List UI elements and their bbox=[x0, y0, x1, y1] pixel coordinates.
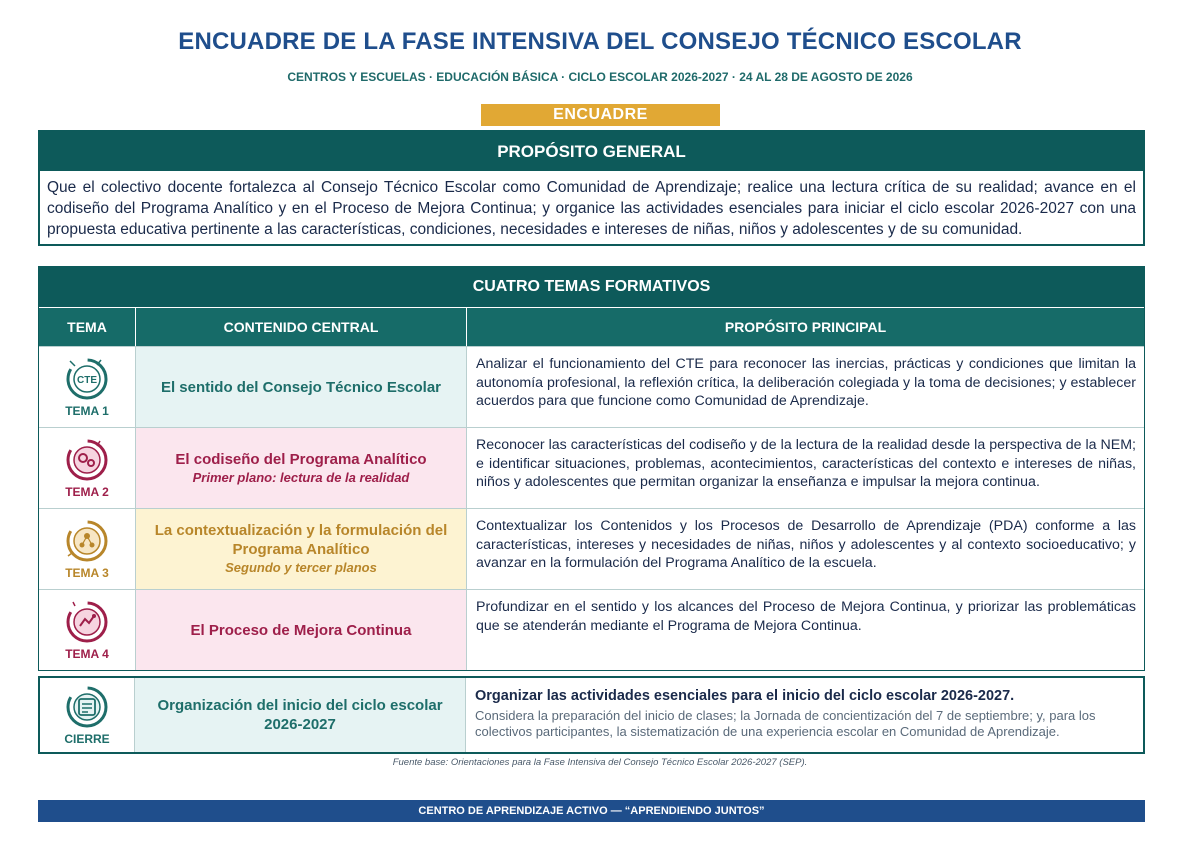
tema-4-content-cell bbox=[136, 590, 467, 670]
svg-text:CTE: CTE bbox=[77, 375, 97, 386]
tema-3-subcontent: Segundo y tercer planos bbox=[225, 560, 377, 575]
cierre-content: Organización del inicio del ciclo escolar 2026-2027 bbox=[157, 697, 443, 733]
proposito-general-panel bbox=[38, 130, 1145, 246]
tema-3-content-cell bbox=[136, 509, 467, 589]
cierre-label: CIERRE bbox=[64, 732, 110, 746]
tema-2-content-cell bbox=[136, 428, 467, 508]
planning-board-icon bbox=[64, 684, 110, 730]
tema-4-purpose: Profundizar en el sentido y los alcances del Proceso de Mejora Continua, y priorizar las problemáticas que se atenderán mediante el Programa de Mejora Continua. bbox=[476, 599, 1136, 634]
proposito-text: Que el colectivo docente fortalezca al Consejo Técnico Escolar como Comunidad de Aprendizaje; realice una lectura crítica de su realidad; avance en el codiseño del Programa Analítico y en el Proceso de Mejora Continua; y organice las actividades esenciales para iniciar el ciclo escolar 2026-2027 con una propuesta educativa pertinente a las características, condiciones, necesidades e intereses de niñas, niños y adolescentes y de su comunidad. bbox=[47, 179, 1136, 238]
temas-table bbox=[38, 266, 1145, 671]
page-subtitle: CENTROS Y ESCUELAS · EDUCACIÓN BÁSICA · CICLO ESCOLAR 2026-2027 · 24 AL 28 DE AGOSTO DE 2026 bbox=[287, 70, 913, 84]
table-row-tema-1 bbox=[39, 346, 1144, 427]
table-header-row bbox=[39, 308, 1144, 346]
tema-2-content: El codiseño del Programa Analítico bbox=[175, 450, 427, 468]
tema-3-label: TEMA 3 bbox=[65, 566, 109, 580]
tema-1-icon-cell bbox=[39, 347, 136, 427]
column-header-proposito: PROPÓSITO PRINCIPAL bbox=[724, 319, 887, 335]
tema-2-subcontent: Primer plano: lectura de la realidad bbox=[192, 469, 410, 485]
tema-4-label: TEMA 4 bbox=[65, 647, 109, 661]
column-header-tema: TEMA bbox=[39, 308, 136, 346]
cierre-purpose-light: Considera la preparación del inicio de clases; la Jornada de concientización del 7 de septiembre; y, para los colectivos participantes, la sistematización de una experiencia escolar en Comunidad de Aprendizaje. bbox=[475, 708, 1096, 739]
network-icon bbox=[64, 518, 110, 564]
tema-2-label: TEMA 2 bbox=[65, 485, 109, 499]
tema-3-content: La contextualización y la formulación del Programa Analítico bbox=[154, 522, 448, 558]
tema-1-purpose: Analizar el funcionamiento del CTE para reconocer las inercias, prácticas y condiciones que limitan la autonomía profesional, la reflexión crítica, la deliberación colegiada y la toma de decisiones; y establecer acuerdos para que funcione como Comunidad de Aprendizaje. bbox=[476, 356, 1136, 409]
gears-icon bbox=[64, 437, 110, 483]
table-row-tema-3 bbox=[39, 508, 1144, 589]
cierre-panel bbox=[38, 676, 1145, 754]
cierre-purpose-strong: Organizar las actividades esenciales para el inicio del ciclo escolar 2026-2027. bbox=[475, 688, 1015, 704]
column-header-contenido: CONTENIDO CENTRAL bbox=[136, 308, 467, 346]
tema-2-icon-cell bbox=[39, 428, 136, 508]
encuadre-tag: ENCUADRE bbox=[481, 104, 720, 126]
cte-badge-icon bbox=[64, 356, 110, 402]
footer-banner: CENTRO DE APRENDIZAJE ACTIVO — “APRENDIENDO JUNTOS” bbox=[38, 800, 1145, 822]
tema-1-content-cell bbox=[136, 347, 467, 427]
temas-heading: CUATRO TEMAS FORMATIVOS bbox=[39, 267, 1144, 308]
tema-3-icon-cell bbox=[39, 509, 136, 589]
tema-1-content: El sentido del Consejo Técnico Escolar bbox=[160, 378, 442, 396]
tema-4-icon-cell bbox=[39, 590, 136, 670]
tema-2-purpose: Reconocer las características del codiseño y de la lectura de la realidad desde la perspectiva de la NEM; e identificar situaciones, problemas, acontecimientos, características del contexto e intereses de niñas, niños y adolescentes que permitan organizar la enseñanza e impulsar la mejora continua. bbox=[476, 437, 1136, 490]
cierre-icon-cell bbox=[40, 678, 135, 752]
tema-4-content: El Proceso de Mejora Continua bbox=[190, 621, 412, 639]
tema-1-label: TEMA 1 bbox=[65, 404, 109, 418]
source-note: Fuente base: Orientaciones para la Fase Intensiva del Consejo Técnico Escolar 2026-2027 (SEP). bbox=[392, 757, 808, 768]
cierre-purpose-cell bbox=[466, 678, 1143, 752]
cierre-content-cell bbox=[135, 678, 466, 752]
proposito-heading: PROPÓSITO GENERAL bbox=[40, 132, 1143, 171]
improvement-cycle-icon bbox=[64, 599, 110, 645]
tema-3-purpose: Contextualizar los Contenidos y los Procesos de Desarrollo de Aprendizaje (PDA) conforme a las características, intereses y necesidades de niñas, niños y adolescentes y al contexto socioeducativo; y avanzar en la formulación del Programa Analítico de la escuela. bbox=[476, 518, 1136, 571]
page-title: ENCUADRE DE LA FASE INTENSIVA DEL CONSEJO TÉCNICO ESCOLAR bbox=[178, 28, 1022, 55]
table-row-tema-2 bbox=[39, 427, 1144, 508]
table-row-tema-4 bbox=[39, 589, 1144, 670]
